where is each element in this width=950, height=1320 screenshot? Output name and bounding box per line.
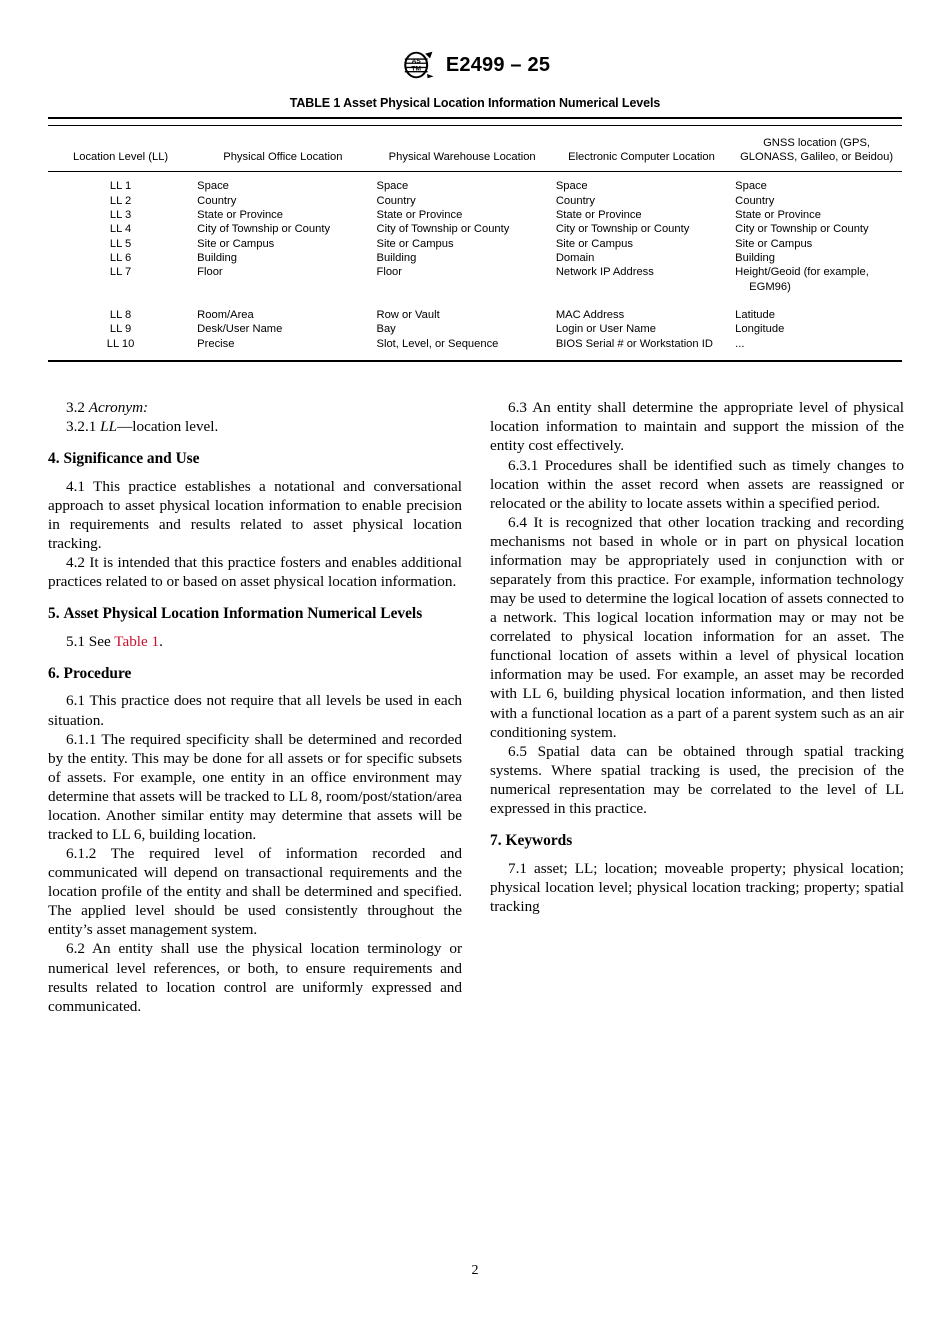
cell-office: State or Province xyxy=(197,208,283,221)
cell-computer: Login or User Name xyxy=(555,323,656,336)
paragraph-6-4: 6.4 It is recognized that other location tracking and recording mechanisms not based in whole or in part on physical location information may be appropriately used in conjunction with or separately from this practice. For example, information technology may be used to determine the logical location of assets connected to a network. This logical location information may or may not be correlated to physical location information for an asset. The functional location of assets within a level of physical location information may be used. For example, an asset may be recorded with LL 6, building physical location information, and then listed with a functional location as a part of a parent system such as an air conditioning system. xyxy=(490,513,904,741)
cell-warehouse: Country xyxy=(376,194,416,207)
cell-warehouse: Slot, Level, or Sequence xyxy=(376,337,499,350)
table-spacer-row xyxy=(48,294,902,308)
svg-text:AS: AS xyxy=(411,58,421,66)
cell-computer: Domain xyxy=(555,251,595,264)
cell-computer: City or Township or County xyxy=(555,223,690,236)
section-title: Procedure xyxy=(63,664,132,682)
paragraph-4-2: 4.2 It is intended that this practice fosters and enables additional practices related to or based on asset physical location information. xyxy=(48,554,462,591)
paragraph-6-5: 6.5 Spatial data can be obtained through spatial tracking systems. Where spatial tracking is used, the precision of the numerical representation may be correlated to the level of LL expressed in this practice. xyxy=(490,742,904,817)
table-header-row xyxy=(48,128,902,172)
cell-warehouse: Site or Campus xyxy=(376,237,454,250)
paragraph-6-3-1: 6.3.1 Procedures shall be identified such as timely changes to location within the asset record when assets are reassigned or relocated or the ability to locate assets within a specified period. xyxy=(490,456,904,512)
table-rule-bottom xyxy=(48,361,902,376)
cell-gnss xyxy=(731,265,902,294)
cell-warehouse: Space xyxy=(376,180,409,193)
cell-level: LL 2 xyxy=(109,194,132,207)
table-row xyxy=(48,265,902,294)
table-caption: TABLE 1 Asset Physical Location Information Numerical Levels xyxy=(289,96,661,110)
cell-gnss: Latitude xyxy=(735,309,775,322)
document-header xyxy=(0,48,950,82)
paragraph-number: 3.2 xyxy=(66,399,85,417)
cell-level: LL 9 xyxy=(109,323,132,336)
cell-warehouse: City of Township or County xyxy=(376,223,510,236)
cell-warehouse: Row or Vault xyxy=(376,309,440,322)
document-page xyxy=(0,48,950,1320)
cell-gnss-text: Height/Geoid (for example, EGM96) xyxy=(735,266,869,293)
cell-computer: MAC Address xyxy=(555,309,625,322)
section-number: 7. xyxy=(490,832,502,850)
paragraph-6-1-2: 6.1.2 The required level of information recorded and communicated will depend on transactional requirements and the location profile of the entity and shall be determined and specified. The applied level should be used consistently throughout the entity’s asset management system. xyxy=(48,845,462,939)
paragraph-6-1-1: 6.1.1 The required specificity shall be determined and recorded by the entity. This may be done for all assets or for specific subsets of assets. For example, one entity in an office environment may determine that assets will be tracked to LL 8, room/post/station/area location. Another similar entity may determine that assets will be tracked to LL 6, building location. xyxy=(48,730,462,843)
section-number: 6. xyxy=(48,664,60,682)
cell-level: LL 3 xyxy=(109,208,132,221)
cell-level: LL 1 xyxy=(109,180,132,193)
cell-computer-text: BIOS Serial # or Workstation ID xyxy=(555,337,713,350)
table-row xyxy=(48,179,902,193)
acronym-term: LL xyxy=(100,418,118,436)
table-row xyxy=(48,308,902,322)
table-rule-header-gap xyxy=(48,172,902,179)
cell-level: LL 5 xyxy=(109,237,132,250)
paragraph-7-1: 7.1 asset; LL; location; moveable property; physical location; physical location level; physical location tracking; property; spatial tracking xyxy=(490,859,904,915)
paragraph-6-1: 6.1 This practice does not require that all levels be used in each situation. xyxy=(48,692,462,729)
cell-gnss: Longitude xyxy=(735,323,785,336)
section-title: Keywords xyxy=(505,832,573,850)
table-row xyxy=(48,322,902,336)
cell-level: LL 8 xyxy=(109,309,132,322)
cell-gnss: Site or Campus xyxy=(735,237,813,250)
cell-level: LL 4 xyxy=(109,223,132,236)
table-row xyxy=(48,337,902,351)
table-body xyxy=(48,179,902,376)
cell-office: Country xyxy=(197,194,237,207)
cell-gnss: Building xyxy=(735,251,775,264)
cell-gnss: City or Township or County xyxy=(735,223,869,236)
section-number: 5. xyxy=(48,605,60,623)
cell-gnss: Space xyxy=(735,180,767,193)
cell-office: Precise xyxy=(197,337,235,350)
table-1-container xyxy=(48,96,902,376)
acronym-definition: —location level. xyxy=(117,418,219,436)
section-heading-4 xyxy=(48,450,462,468)
acronym-heading-term: Acronym: xyxy=(88,399,149,417)
cell-gnss: State or Province xyxy=(735,208,821,221)
section-title: Significance and Use xyxy=(63,450,200,468)
paragraph-4-1: 4.1 This practice establishes a notational and conversational approach to asset physical location information to enable precision in requirements and results related to asset physical location tracking. xyxy=(48,477,462,553)
cell-warehouse: Bay xyxy=(376,323,396,336)
paragraph-text: 5.1 See xyxy=(66,632,115,650)
cell-computer: Site or Campus xyxy=(555,237,633,250)
column-header-gnss-location: GNSS location (GPS, GLONASS, Galileo, or Beidou) xyxy=(740,137,894,163)
cell-computer: Space xyxy=(555,180,588,193)
cell-computer: State or Province xyxy=(555,208,642,221)
table-row xyxy=(48,208,902,222)
cell-office: Space xyxy=(197,180,229,193)
paragraph-3-2-1 xyxy=(48,417,462,436)
cell-office: Floor xyxy=(197,266,223,279)
cell-office: City of Township or County xyxy=(197,223,331,236)
column-header-physical-warehouse-location: Physical Warehouse Location xyxy=(388,150,536,163)
astm-logo-icon xyxy=(400,50,436,80)
paragraph-6-2: 6.2 An entity shall use the physical location terminology or numerical level references, or both, to ensure requirements and results related to location control are uniformly expressed and communicated. xyxy=(48,940,462,1015)
paragraph-number: 3.2.1 xyxy=(66,418,97,436)
column-header-physical-office-location: Physical Office Location xyxy=(223,150,343,163)
cell-computer: Country xyxy=(555,194,596,207)
left-column xyxy=(48,398,462,1015)
section-title: Asset Physical Location Information Numerical Levels xyxy=(63,605,423,623)
svg-text:TM: TM xyxy=(411,65,421,73)
section-heading-5 xyxy=(48,605,462,623)
column-header-electronic-computer-location: Electronic Computer Location xyxy=(568,150,715,163)
cell-office: Room/Area xyxy=(197,309,254,322)
cell-warehouse: Floor xyxy=(376,266,402,279)
table-row xyxy=(48,194,902,208)
right-column xyxy=(490,398,904,915)
table-row xyxy=(48,237,902,251)
cell-level: LL 7 xyxy=(109,266,132,279)
cell-gnss: Country xyxy=(735,194,775,207)
column-header-location-level: Location Level (LL) xyxy=(73,150,169,163)
table-row xyxy=(48,222,902,236)
cell-warehouse: Building xyxy=(376,251,417,264)
asset-location-table xyxy=(48,117,902,376)
paragraph-6-3: 6.3 An entity shall determine the appropriate level of physical location information to maintain and support the mission of the entity cost effectively. xyxy=(490,399,904,455)
section-heading-6 xyxy=(48,665,462,683)
paragraph-5-1 xyxy=(48,632,462,651)
section-number: 4. xyxy=(48,450,60,468)
cell-warehouse: State or Province xyxy=(376,208,463,221)
page-number: 2 xyxy=(471,1263,479,1278)
table-row xyxy=(48,251,902,265)
cell-level: LL 6 xyxy=(109,251,132,264)
paragraph-text-end: . xyxy=(159,632,163,650)
document-designation: E2499 – 25 xyxy=(445,53,551,76)
body-columns xyxy=(48,398,902,1015)
cell-gnss: ... xyxy=(735,337,745,350)
paragraph-3-2 xyxy=(48,398,462,417)
cell-computer: Network IP Address xyxy=(555,266,654,279)
cell-office: Building xyxy=(197,251,237,264)
cell-level: LL 10 xyxy=(106,337,135,350)
table-1-cross-reference-link[interactable]: Table 1 xyxy=(114,632,160,650)
section-heading-7 xyxy=(490,832,904,850)
table-rule-bottom-gap xyxy=(48,351,902,361)
table-header xyxy=(48,118,902,179)
cell-office: Desk/User Name xyxy=(197,323,283,336)
cell-computer xyxy=(552,337,731,351)
cell-office: Site or Campus xyxy=(197,237,275,250)
